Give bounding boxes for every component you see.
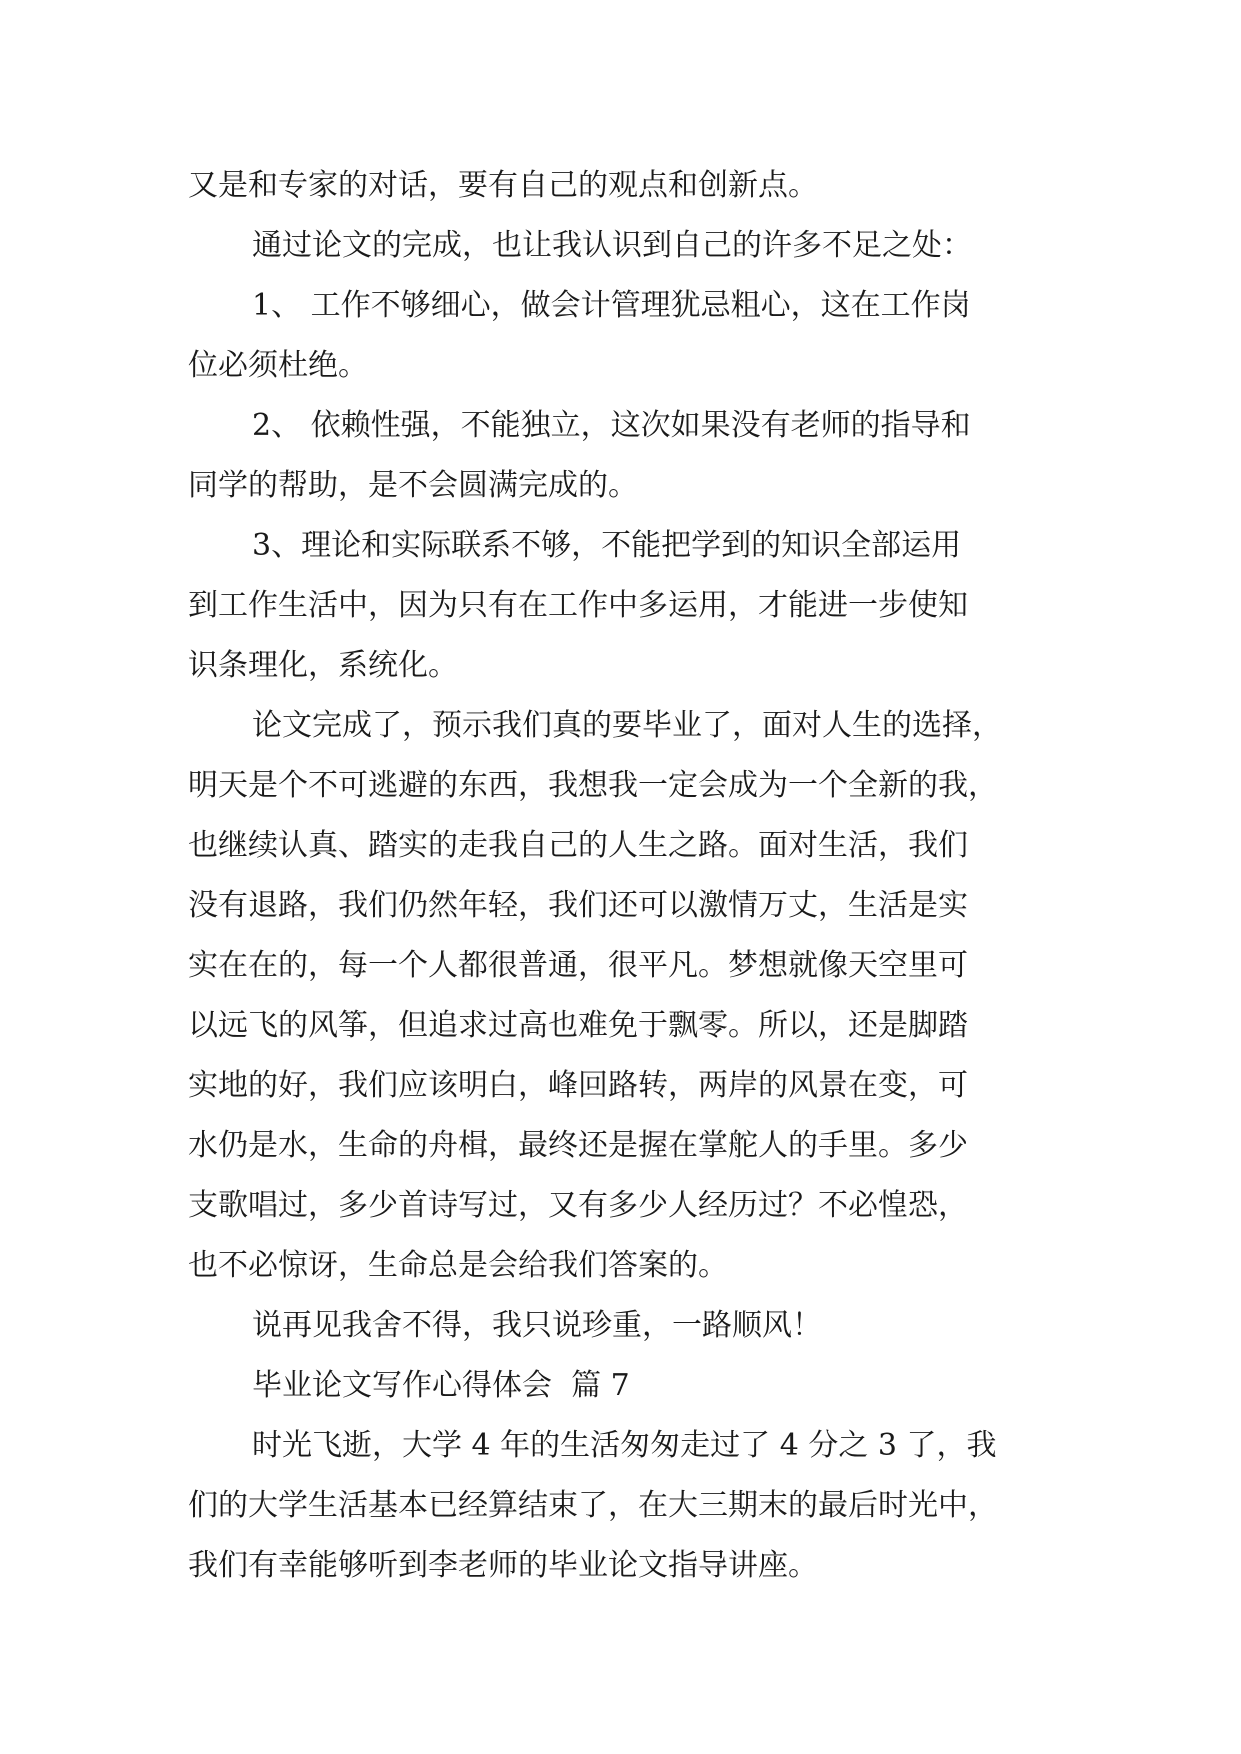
text-line: 也不必惊讶，生命总是会给我们答案的。 — [188, 1248, 728, 1283]
text-line: 实在在的，每一个人都很普通，很平凡。梦想就像天空里可 — [188, 948, 968, 983]
text-line: 我们有幸能够听到李老师的毕业论文指导讲座。 — [188, 1548, 818, 1583]
text-line: 1、 工作不够细心，做会计管理犹忌粗心，这在工作岗 — [252, 288, 971, 323]
text-line: 3、理论和实际联系不够，不能把学到的知识全部运用 — [252, 528, 962, 563]
section-heading: 毕业论文写作心得体会 篇 7 — [252, 1368, 630, 1403]
text-line: 水仍是水，生命的舟楫，最终还是握在掌舵人的手里。多少 — [188, 1128, 968, 1163]
document-body — [188, 156, 1048, 1596]
text-line: 识条理化，系统化。 — [188, 648, 458, 683]
text-line: 论文完成了，预示我们真的要毕业了，面对人生的选择， — [252, 708, 1002, 743]
text-line: 明天是个不可逃避的东西，我想我一定会成为一个全新的我， — [188, 768, 998, 803]
text-line: 到工作生活中，因为只有在工作中多运用，才能进一步使知 — [188, 588, 968, 623]
text-line: 们的大学生活基本已经算结束了，在大三期末的最后时光中， — [188, 1488, 998, 1523]
text-line: 时光飞逝，大学 4 年的生活匆匆走过了 4 分之 3 了，我 — [252, 1428, 997, 1463]
text-line: 位必须杜绝。 — [188, 348, 368, 383]
text-line: 通过论文的完成，也让我认识到自己的许多不足之处： — [252, 228, 972, 263]
text-line: 2、 依赖性强，不能独立，这次如果没有老师的指导和 — [252, 408, 971, 443]
text-line: 支歌唱过，多少首诗写过，又有多少人经历过？不必惶恐， — [188, 1188, 968, 1223]
text-line: 又是和专家的对话，要有自己的观点和创新点。 — [188, 168, 818, 203]
text-line: 没有退路，我们仍然年轻，我们还可以激情万丈，生活是实 — [188, 888, 968, 923]
text-line: 说再见我舍不得，我只说珍重，一路顺风！ — [252, 1308, 822, 1343]
text-line: 实地的好，我们应该明白，峰回路转，两岸的风景在变，可 — [188, 1068, 968, 1103]
text-line: 也继续认真、踏实的走我自己的人生之路。面对生活，我们 — [188, 828, 968, 863]
text-line: 以远飞的风筝，但追求过高也难免于飘零。所以，还是脚踏 — [188, 1008, 968, 1043]
text-line: 同学的帮助，是不会圆满完成的。 — [188, 468, 638, 503]
